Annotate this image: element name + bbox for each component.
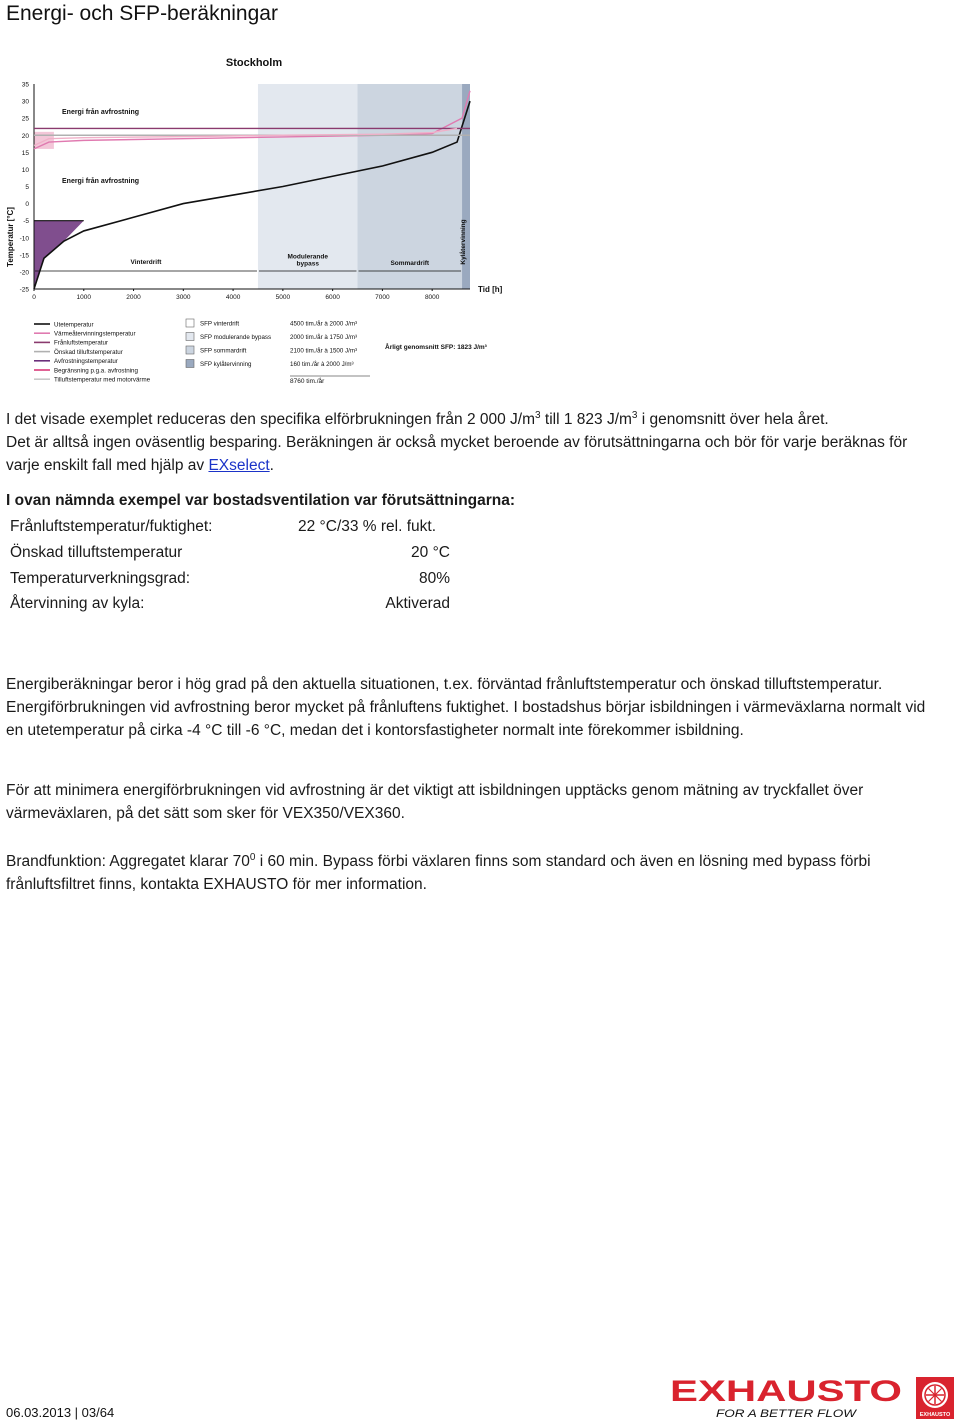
condition-value: 22 °C/33 % rel. fukt. <box>298 518 437 535</box>
x-tick-label: 1000 <box>76 294 92 301</box>
exhausto-logo <box>670 1375 956 1421</box>
p4-text-a: Brandfunktion: Aggregatet klarar 70 <box>6 853 250 871</box>
x-tick-label: 5000 <box>275 294 291 301</box>
p4-text-b: i 60 min. Bypass förbi växlaren finns som standard och även en lösning med bypass förbi frånluftsfiltret finns, kontakta EXHAUSTO för mer information. <box>6 853 871 894</box>
legend-box-info: 4500 tim./år à 2000 J/m³ <box>290 320 358 328</box>
legend-label: Utetemperatur <box>54 321 94 329</box>
p1-text-line2: Det är alltså ingen oväsentlig besparing. Beräkningen är också mycket beroende av förutsättningarna och bör för varje beräknas för varje enskilt fall med hjälp av <box>6 434 908 475</box>
p1-text-end: . <box>269 457 274 475</box>
conditions-heading: I ovan nämnda exempel var bostadsventilation var förutsättningarna: <box>6 492 516 509</box>
legend-box-swatch <box>186 333 194 341</box>
region-label: Sommardrift <box>390 260 430 267</box>
y-tick-label: -5 <box>23 218 29 226</box>
region-label: Vinterdrift <box>130 259 162 266</box>
y-tick-label: 10 <box>21 166 29 174</box>
condition-value: Aktiverad <box>385 595 450 612</box>
y-tick-label: 5 <box>25 184 29 191</box>
chart-title: Stockholm <box>225 57 283 69</box>
paragraph-sfp-reduction <box>6 404 936 477</box>
annotation-defrost-top: Energi från avfrostning <box>62 109 140 116</box>
y-tick-label: 0 <box>25 201 29 209</box>
y-tick-label: -15 <box>19 252 29 260</box>
region-label: Kylåtervinning <box>460 219 467 265</box>
y-tick-label: 30 <box>21 98 29 106</box>
condition-label: Temperaturverkningsgrad: <box>10 570 191 587</box>
p1-sup-1: 3 <box>535 410 541 421</box>
paragraph-defrost: För att minimera energiförbrukningen vid avfrostning är det viktigt att isbildningen upptäcks genom mätning av tryckfallet över värmeväxlaren, på det sätt som sker för VEX350/VEX360. <box>6 782 864 822</box>
y-axis-label: Temperatur [°C] <box>6 207 15 267</box>
legend-box-label: SFP vinterdrift <box>200 320 240 328</box>
p1-text-a: I det visade exemplet reduceras den specifika elförbrukningen från 2 000 J/m <box>6 411 536 429</box>
paragraph-energy-calc: Energiberäkningar beror i hög grad på den aktuella situationen, t.ex. förväntad frånluftstemperatur och önskad tilluftstemperatur. Energiförbrukningen vid avfrostning beror mycket på frånluftens fuktighet. I bostadshus börjar isbildningen i värmeväxlarna normalt vid en utetemperatur på cirka -4 °C till -6 °C, medan det i kontorsfastigheter normalt inte förekommer isbildning. <box>6 676 926 739</box>
annotation-defrost-bottom: Energi från avfrostning <box>62 178 140 185</box>
x-axis-label: Tid [h] <box>478 285 503 294</box>
p1-text-b: till 1 823 J/m <box>540 411 632 429</box>
x-tick-label: 0 <box>32 294 36 301</box>
paragraph-fire-function <box>6 846 936 896</box>
x-tick-label: 6000 <box>325 294 340 301</box>
temperature-chart <box>0 52 520 392</box>
legend-label: Värmeåtervinningstemperatur <box>54 330 136 338</box>
y-tick-label: -25 <box>19 286 29 294</box>
defrost-energy-area <box>34 221 84 289</box>
x-tick-label: 4000 <box>225 294 241 301</box>
condition-label: Frånluftstemperatur/fuktighet: <box>10 518 213 535</box>
legend-box-info: 160 tim./år à 2000 J/m³ <box>290 360 354 368</box>
legend-label: Frånluftstemperatur <box>54 339 108 347</box>
y-tick-label: 25 <box>21 115 29 123</box>
p1-text-c: i genomsnitt över hela året. <box>637 411 829 429</box>
legend-label: Tilluftstemperatur med motorvärme <box>54 376 151 384</box>
x-tick-label: 3000 <box>176 294 191 301</box>
legend-box-swatch <box>186 360 194 368</box>
y-tick-label: 15 <box>21 149 29 157</box>
logo-badge-text: EXHAUSTO <box>919 1412 951 1418</box>
condition-value: 20 °C <box>411 544 450 561</box>
condition-label: Återvinning av kyla: <box>10 595 145 612</box>
logo-badge-icon <box>916 1377 954 1419</box>
legend-total-hours: 8760 tim./år <box>290 378 325 385</box>
x-tick-label: 7000 <box>375 294 390 301</box>
logo-brand: EXHAUSTO <box>670 1375 902 1408</box>
legend-label: Önskad tilluftstemperatur <box>54 348 123 356</box>
condition-value: 80% <box>418 570 450 587</box>
logo-tagline: FOR A BETTER FLOW <box>716 1408 858 1420</box>
page-title: Energi- och SFP-beräkningar <box>6 2 278 25</box>
x-tick-label: 8000 <box>424 294 440 301</box>
legend-box-info: 2000 tim./år à 1750 J/m³ <box>290 333 358 341</box>
p1-sup-2: 3 <box>631 410 638 421</box>
region-label: bypass <box>296 260 319 268</box>
legend-box-swatch <box>186 319 194 327</box>
y-tick-label: 20 <box>21 132 29 140</box>
p4-sup: 0 <box>249 852 256 863</box>
y-tick-label: -10 <box>19 235 29 243</box>
y-tick-label: 35 <box>21 81 29 89</box>
region-label: Modulerande <box>287 253 328 261</box>
condition-label: Önskad tilluftstemperatur <box>10 544 183 561</box>
legend-average: Årligt genomsnitt SFP: 1823 J/m³ <box>385 344 487 351</box>
legend-label: Avfrostningstemperatur <box>54 358 118 366</box>
legend-box-label: SFP modulerande bypass <box>200 333 272 341</box>
exselect-link[interactable]: EXselect <box>208 457 270 475</box>
y-tick-label: -20 <box>19 269 29 277</box>
legend-label: Begränsning p.g.a. avfrostning <box>54 367 138 375</box>
x-tick-label: 2000 <box>126 294 141 301</box>
legend-box-label: SFP sommardrift <box>200 347 247 355</box>
region-band <box>358 84 463 289</box>
legend-box-swatch <box>186 346 194 354</box>
page-footer: 06.03.2013 | 03/64 <box>6 1405 115 1420</box>
legend-box-info: 2100 tim./år à 1500 J/m³ <box>290 347 358 355</box>
legend-box-label: SFP kylåtervinning <box>200 360 252 368</box>
